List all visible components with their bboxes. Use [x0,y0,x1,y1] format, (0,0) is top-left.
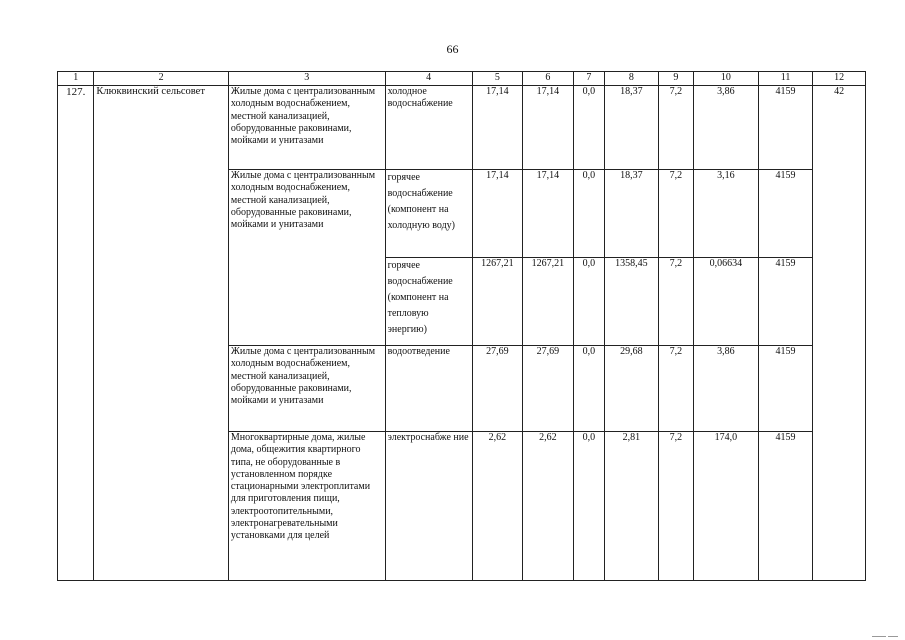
row-index: 127. [58,86,94,581]
column-header: 2 [94,72,228,86]
column-header: 10 [694,72,759,86]
settlement-name: Клюквинский сельсовет [94,86,228,581]
scan-artifact [872,636,886,637]
column-header: 5 [472,72,523,86]
value-col7: 0,0 [573,170,604,258]
value-col10: 174,0 [694,432,759,581]
value-col8: 18,37 [605,86,659,170]
column-header: 7 [573,72,604,86]
column-header: 3 [228,72,385,86]
value-col6: 2,62 [523,432,574,581]
housing-description: Жилые дома с централизованным холодным водоснабжением, местной канализацией, оборудованные раковинами, мойками и унитазами [228,346,385,432]
column-header: 9 [658,72,693,86]
utility-name: электроснабже ние [385,432,472,581]
housing-description: Жилые дома с централизованным холодным водоснабжением, местной канализацией, оборудованные раковинами, мойками и унитазами [228,170,385,346]
value-col5: 17,14 [472,170,523,258]
housing-description: Жилые дома с централизованным холодным водоснабжением, местной канализацией, оборудованные раковинами, мойками и унитазами [228,86,385,170]
value-col12: 42 [813,86,866,581]
column-header: 6 [523,72,574,86]
value-col10: 3,86 [694,86,759,170]
value-col11: 4159 [758,346,813,432]
value-col7: 0,0 [573,258,604,346]
value-col5: 17,14 [472,86,523,170]
utility-name: водоотведение [385,346,472,432]
header-row [58,72,866,86]
value-col11: 4159 [758,170,813,258]
value-col11: 4159 [758,86,813,170]
value-col7: 0,0 [573,346,604,432]
value-col8: 2,81 [605,432,659,581]
value-col9: 7,2 [658,86,693,170]
value-col11: 4159 [758,432,813,581]
column-header: 4 [385,72,472,86]
value-col6: 17,14 [523,86,574,170]
column-header: 1 [58,72,94,86]
value-col6: 17,14 [523,170,574,258]
value-col6: 27,69 [523,346,574,432]
column-header: 8 [605,72,659,86]
column-header: 11 [758,72,813,86]
column-header: 12 [813,72,866,86]
page-number: 66 [446,42,459,56]
tariff-table [57,71,866,581]
value-col8: 29,68 [605,346,659,432]
value-col9: 7,2 [658,258,693,346]
utility-name: горячее водоснабжение (компонент на холодную воду) [385,170,472,258]
value-col6: 1267,21 [523,258,574,346]
table-row [58,86,866,170]
value-col5: 1267,21 [472,258,523,346]
value-col5: 2,62 [472,432,523,581]
value-col9: 7,2 [658,432,693,581]
value-col8: 18,37 [605,170,659,258]
value-col10: 3,16 [694,170,759,258]
value-col8: 1358,45 [605,258,659,346]
value-col10: 0,06634 [694,258,759,346]
value-col7: 0,0 [573,432,604,581]
value-col11: 4159 [758,258,813,346]
value-col7: 0,0 [573,86,604,170]
utility-name: горячее водоснабжение (компонент на тепловую энергию) [385,258,472,346]
value-col5: 27,69 [472,346,523,432]
utility-name: холодное водоснабжение [385,86,472,170]
value-col9: 7,2 [658,170,693,258]
value-col9: 7,2 [658,346,693,432]
scan-artifact [888,636,898,637]
value-col10: 3,86 [694,346,759,432]
housing-description: Многоквартирные дома, жилые дома, общежития квартирного типа, не оборудованные в установленном порядке стационарными электроплитами для приготовления пищи, электроотопительными, электронагревательными установками для целей [228,432,385,581]
